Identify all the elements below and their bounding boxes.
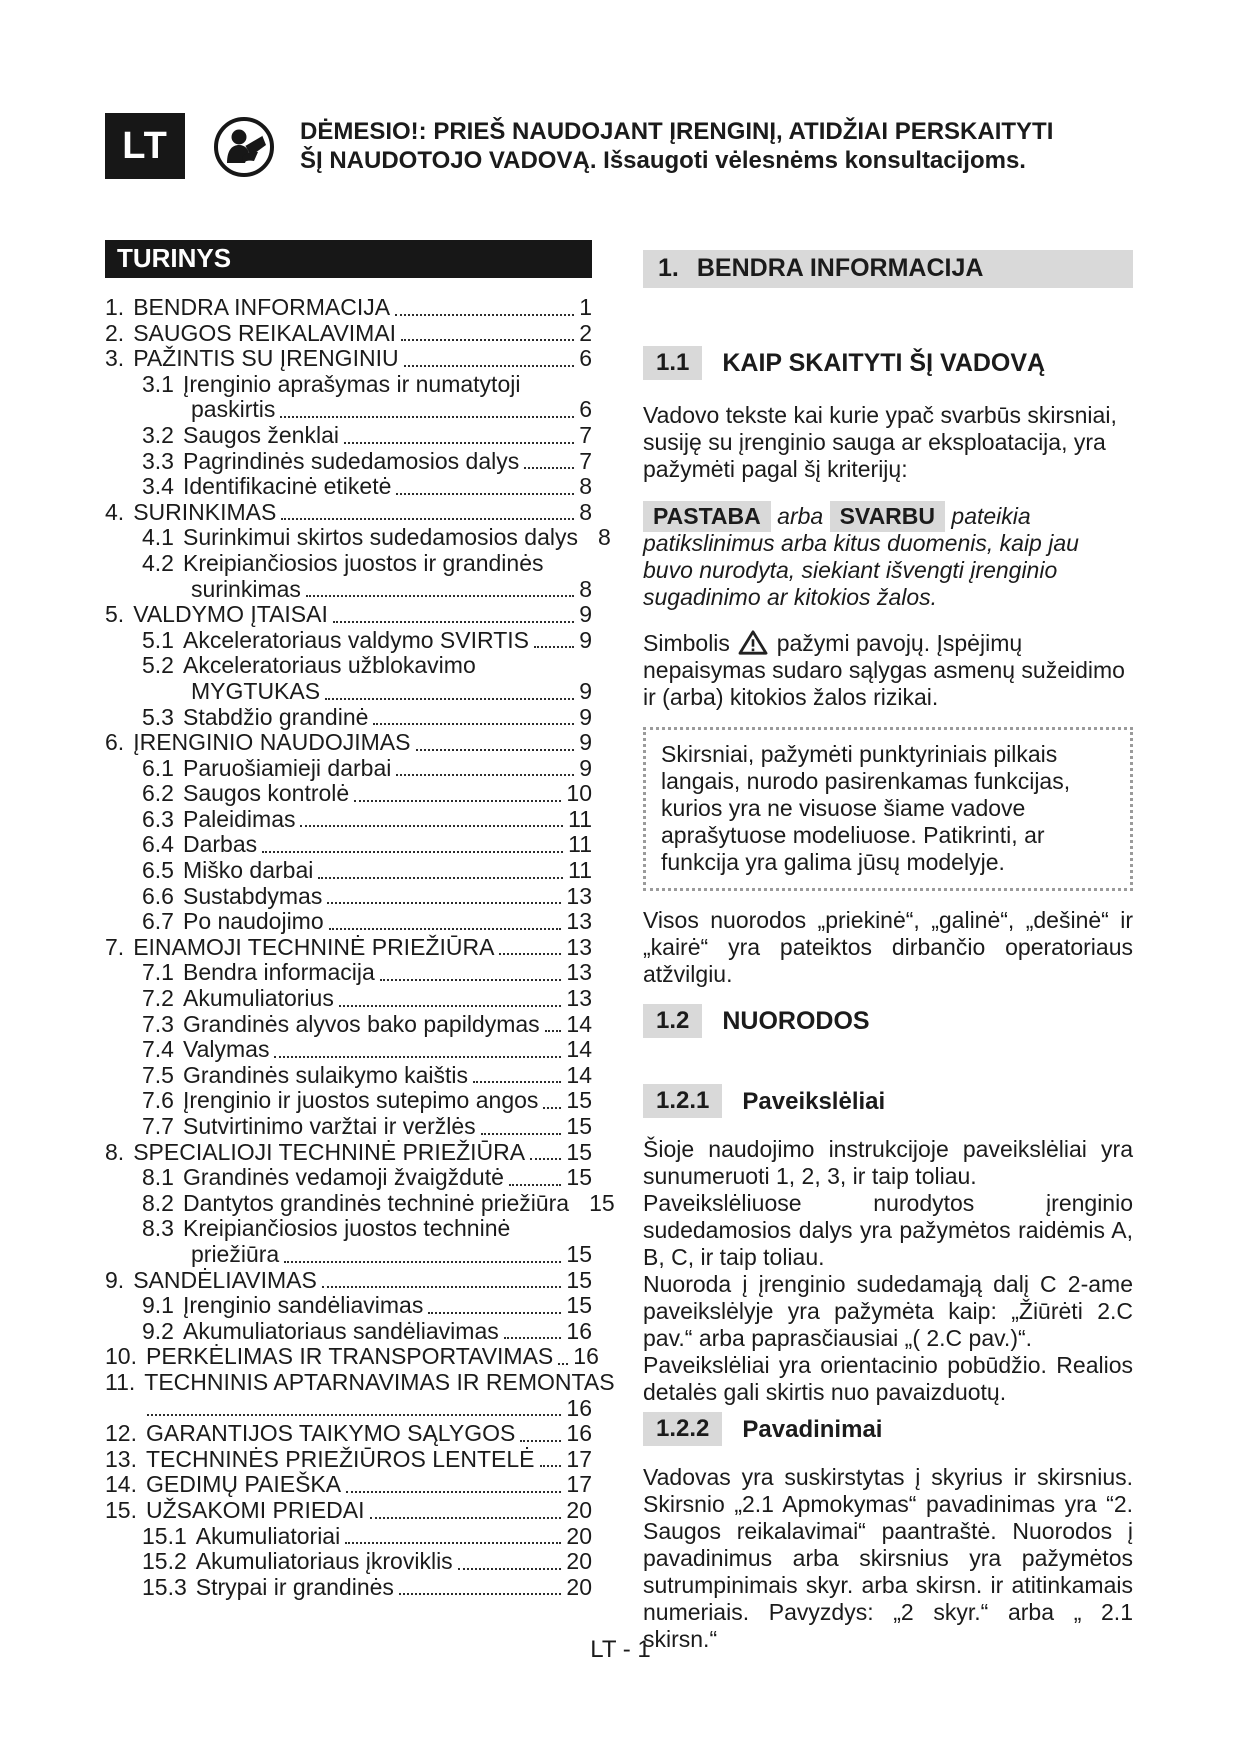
toc-entry-title: Akumuliatoriaus sandėliavimas	[182, 1317, 499, 1344]
toc-entry-title: Darbas	[182, 831, 258, 858]
toc-entry	[105, 1549, 592, 1575]
paragraph-figures-2: Paveikslėliuose nurodytos įrenginio sudedamosios dalys yra pažymėtos raidėmis A, B, C, ir taip toliau.	[643, 1190, 1133, 1270]
toc-entry	[105, 884, 592, 910]
toc-entry-page: 13	[566, 959, 592, 986]
toc-entry	[105, 756, 592, 782]
toc-entry-page: 15	[566, 1240, 592, 1267]
toc-dot-leader	[428, 1312, 561, 1314]
section-1-title: BENDRA INFORMACIJA	[696, 254, 984, 282]
section-1-2-1-title: Paveikslėliai	[742, 1087, 886, 1115]
toc-entry	[105, 346, 592, 372]
toc-entry-page: 15	[566, 1292, 592, 1319]
toc-dot-leader	[262, 851, 563, 853]
toc-entry-number: 4.	[105, 498, 125, 525]
toc-entry-page: 9	[579, 626, 592, 653]
toc-entry-number: 9.	[105, 1266, 125, 1293]
toc-entry-title: BENDRA INFORMACIJA	[133, 294, 391, 320]
toc-entry-title: Akceleratoriaus valdymo SVIRTIS	[182, 626, 529, 653]
paragraph-figures-4: Paveikslėliai yra orientacinio pobūdžio. Realios detalės gali skirtis nuo pavaizduotų.	[643, 1352, 1133, 1405]
toc-dot-leader	[147, 1414, 561, 1416]
paragraph-criteria: Vadovo tekste kai kurie ypač svarbūs skirsniai, susiję su įrenginio sauga ar eksploatacija, yra pažymėti pagal šį kriterijų:	[643, 402, 1117, 482]
toc-entry-page: 15	[566, 1138, 592, 1165]
toc-entry-page: 17	[566, 1471, 592, 1498]
toc-entry-page: 13	[566, 908, 592, 935]
toc-entry-page: 16	[566, 1317, 592, 1344]
toc-entry-number: 7.3	[142, 1010, 174, 1037]
toc-entry-number: 7.4	[142, 1036, 174, 1063]
toc-entry	[105, 449, 592, 475]
toc-dot-leader	[399, 1593, 561, 1595]
toc-entry	[105, 1140, 592, 1166]
toc-entry-page: 8	[597, 524, 611, 551]
toc-entry-number: 7.1	[142, 959, 174, 986]
toc-entry-number: 6.7	[142, 908, 174, 935]
toc-entry-number: 13.	[105, 1445, 137, 1472]
toc-dot-leader	[520, 1440, 561, 1442]
paragraph-titles: Vadovas yra suskirstytas į skyrius ir skirsnius. Skirsnio „2.1 Apmokymas“ pavadinimas yra “2. Saugos reikalavimai“ paantraštė. Nuorodos į pavadinimus arba skirsnius yra pažymėtos sutrumpinimais skyr. arba skirsn. ir atitinkamais numeriais. Pavyzdys: „2 skyr.“ arba „ 2.1 skirsn.“	[643, 1464, 1133, 1652]
toc-entry-number: 14.	[105, 1471, 137, 1498]
toc-entry-title: Grandinės vedamoji žvaigždutė	[182, 1164, 504, 1191]
toc-entry-page: 13	[566, 933, 592, 960]
section-1-number: 1.	[658, 254, 679, 282]
toc-entry-title: PERKĖLIMAS IR TRANSPORTAVIMAS	[145, 1343, 554, 1370]
read-manual-icon	[212, 115, 276, 184]
toc-entry-page: 16	[566, 1394, 592, 1421]
toc-entry-title: Įrenginio aprašymas ir numatytoji	[182, 370, 521, 397]
toc-entry-title: Saugos ženklai	[182, 421, 339, 448]
toc-dot-leader	[504, 1337, 562, 1339]
toc-dot-leader	[530, 1158, 561, 1160]
toc-entry-title: Valymas	[182, 1036, 270, 1063]
toc-dot-leader	[534, 646, 574, 648]
toc-entry-title: SPECIALIOJI TECHNINĖ PRIEŽIŪRA	[133, 1138, 526, 1165]
toc-entry	[105, 909, 592, 935]
toc-entry-number: 5.1	[142, 626, 174, 653]
toc-entry-title: TECHNINĖS PRIEŽIŪROS LENTELĖ	[145, 1445, 535, 1472]
toc-entry-page: 11	[568, 805, 592, 832]
toc-dot-leader	[543, 1107, 561, 1109]
language-badge	[105, 113, 185, 179]
toc-entry-number: 3.2	[142, 421, 174, 448]
toc-entry-page: 15	[566, 1266, 592, 1293]
toc-entry-page: 16	[573, 1343, 599, 1370]
toc-entry-title: GARANTIJOS TAIKYMO SĄLYGOS	[145, 1420, 516, 1447]
toc-entry-title: Miško darbai	[182, 857, 314, 884]
section-1-2-2-header	[643, 1412, 1133, 1446]
toc-entry	[105, 474, 592, 500]
toc-entry-number: 5.	[105, 601, 125, 628]
toc-dot-leader	[344, 442, 574, 444]
toc-entry-title: Įrenginio sandėliavimas	[182, 1292, 424, 1319]
toc-dot-leader	[327, 902, 561, 904]
toc-entry-title: Paruošiamieji darbai	[182, 754, 392, 781]
note-text: pateikia patikslinimus arba kitus duomenis, kaip jau buvo nurodyta, siekiant išvengti įrenginio sugadinimo ar kitokios žalos.	[643, 503, 1079, 610]
toc-list	[105, 294, 615, 1600]
toc-entry-page: 17	[566, 1445, 592, 1472]
toc-entry-title: Paleidimas	[182, 805, 296, 832]
toc-entry-title: GEDIMŲ PAIEŠKA	[145, 1471, 342, 1498]
toc-entry	[105, 1498, 592, 1524]
toc-dot-leader	[396, 774, 574, 776]
toc-title-bar	[105, 240, 592, 278]
toc-entry-page: 6	[579, 396, 592, 423]
section-1-2-number: 1.2	[643, 1004, 702, 1038]
toc-entry-title: Stabdžio grandinė	[182, 703, 369, 730]
toc-entry	[105, 551, 592, 577]
toc-entry-title: TECHNINIS APTARNAVIMAS IR REMONTAS	[144, 1368, 615, 1395]
toc-entry-title: Saugos kontrolė	[182, 780, 350, 807]
optional-feature-text: Skirsniai, pažymėti punktyriniais pilkais langais, nurodo pasirenkamas funkcijas, kurios yra ne visuose šiame vadove aprašytuose modeliuose. Patikrinti, ar funkcija yra galima jūsų modelyje.	[661, 741, 1071, 875]
toc-entry-number: 7.6	[142, 1087, 174, 1114]
toc-entry-title: SANDĖLIAVIMAS	[133, 1266, 317, 1293]
toc-entry-page: 9	[579, 729, 592, 756]
attention-notice-line1: DĖMESIO!: PRIEŠ NAUDOJANT ĮRENGINĮ, ATIDŽIAI PERSKAITYTI	[300, 118, 1054, 145]
toc-entry-page: 20	[566, 1573, 592, 1600]
toc-entry-number: 6.2	[142, 780, 174, 807]
toc-entry	[105, 321, 592, 347]
toc-entry-title: Identifikacinė etiketė	[182, 473, 392, 500]
toc-entry	[105, 1012, 592, 1038]
attention-notice-line2: ŠĮ NAUDOTOJO VADOVĄ. Išsaugoti vėlesnėms konsultacijoms.	[300, 147, 1026, 174]
toc-entry-title: Grandinės sulaikymo kaištis	[182, 1061, 469, 1088]
optional-feature-box	[643, 727, 1133, 891]
section-1-1-number: 1.1	[643, 346, 702, 380]
toc-entry	[105, 730, 592, 756]
toc-entry-page: 14	[566, 1061, 592, 1088]
toc-dot-leader	[325, 698, 574, 700]
toc-entry	[105, 1088, 592, 1114]
toc-dot-leader	[499, 953, 561, 955]
toc-entry	[105, 1216, 592, 1242]
paragraph-directions: Visos nuorodos „priekinė“, „galinė“, „dešinė“ ir „kairė“ yra pateiktos dirbančio operatoriaus atžvilgiu.	[643, 907, 1133, 987]
toc-entry	[105, 1343, 599, 1370]
toc-entry-number: 15.3	[142, 1573, 187, 1600]
toc-entry-number: 12.	[105, 1420, 137, 1447]
toc-entry-title: Akumuliatoriaus įkroviklis	[195, 1548, 453, 1575]
toc-entry-number: 7.7	[142, 1113, 174, 1139]
toc-entry-page: 13	[566, 985, 592, 1012]
toc-title: TURINYS	[117, 243, 232, 273]
toc-entry-title: surinkimas	[191, 575, 301, 602]
section-1-1-title: KAIP SKAITYTI ŠĮ VADOVĄ	[722, 348, 1046, 377]
toc-entry-page: 14	[566, 1010, 592, 1037]
toc-dot-leader	[329, 928, 562, 930]
toc-entry-page: 9	[579, 677, 592, 704]
toc-entry-page: 14	[566, 1036, 592, 1063]
note-conjunction: arba	[777, 503, 824, 529]
toc-entry-title: Sutvirtinimo varžtai ir veržlės	[182, 1113, 476, 1139]
toc-entry-title: Sustabdymas	[182, 882, 323, 909]
toc-entry	[105, 1114, 592, 1140]
toc-entry-number: 3.4	[142, 473, 174, 500]
toc-entry-page: 7	[579, 421, 592, 448]
toc-dot-leader	[395, 314, 574, 316]
toc-entry-page: 13	[566, 882, 592, 909]
toc-entry-number: 8.3	[142, 1215, 174, 1242]
toc-dot-leader	[524, 467, 574, 469]
toc-entry-number: 3.3	[142, 447, 174, 474]
toc-entry-page: 8	[579, 575, 592, 602]
toc-entry-page: 20	[566, 1496, 592, 1523]
toc-entry-page: 9	[579, 703, 592, 730]
section-1-2-1-header	[643, 1084, 1133, 1118]
toc-entry	[105, 1447, 592, 1473]
toc-entry	[105, 807, 592, 833]
page-header	[105, 113, 1053, 184]
paragraph-note	[643, 503, 1133, 611]
toc-dot-leader	[339, 1005, 562, 1007]
toc-entry-page: 11	[568, 831, 592, 858]
toc-entry-number: 9.2	[142, 1317, 174, 1344]
toc-entry-page: 15	[566, 1113, 592, 1139]
section-1-2-1-number: 1.2.1	[643, 1084, 722, 1118]
symbol-text-pre: Simbolis	[643, 630, 730, 656]
toc-dot-leader	[473, 1081, 561, 1083]
toc-dot-leader	[416, 749, 575, 751]
toc-entry-title: Kreipiančiosios juostos techninė	[182, 1215, 511, 1242]
toc-entry-number: 6.1	[142, 754, 174, 781]
section-1-header	[643, 250, 1133, 288]
toc-entry	[105, 524, 611, 551]
toc-entry-number: 11.	[105, 1368, 136, 1395]
toc-entry-title: Dantytos grandinės techninė priežiūra	[182, 1189, 570, 1216]
toc-entry-number: 8.2	[142, 1189, 174, 1216]
toc-entry	[105, 935, 592, 961]
toc-entry-number: 6.4	[142, 831, 174, 858]
toc-entry-page: 11	[568, 857, 592, 884]
toc-entry-title: PAŽINTIS SU ĮRENGINIU	[133, 345, 399, 372]
section-1-2-2-title: Pavadinimai	[742, 1415, 883, 1443]
toc-dot-leader	[458, 1568, 562, 1570]
toc-entry	[105, 1575, 592, 1601]
toc-entry	[105, 1472, 592, 1498]
content-column	[643, 250, 1133, 1653]
toc-entry	[105, 679, 592, 705]
toc-dot-leader	[481, 1133, 562, 1135]
toc-entry-number: 6.	[105, 729, 125, 756]
toc-entry-page: 7	[579, 447, 592, 474]
toc-dot-leader	[322, 1286, 562, 1288]
toc-dot-leader	[380, 979, 562, 981]
toc-entry-number: 5.2	[142, 652, 174, 679]
toc-entry-page: 15	[566, 1164, 592, 1191]
toc-entry-number: 3.	[105, 345, 125, 372]
toc-entry	[105, 653, 592, 679]
toc-entry-number: 2.	[105, 319, 125, 346]
toc-entry-number: 1.	[105, 294, 125, 320]
warning-triangle-icon	[738, 629, 768, 656]
toc-entry-page: 10	[566, 780, 592, 807]
toc-entry-number: 7.	[105, 933, 125, 960]
section-1-2-title: NUORODOS	[722, 1006, 870, 1035]
toc-entry	[105, 1242, 592, 1268]
toc-dot-leader	[509, 1184, 562, 1186]
toc-entry	[105, 397, 592, 423]
note-badge: PASTABA	[643, 501, 771, 532]
toc-entry-title: SURINKIMAS	[133, 498, 277, 525]
paragraph-figures-3: Nuoroda į įrenginio sudedamąją dalį C 2-ame paveikslėlyje yra pažymėta kaip: „Žiūrėti 2.C pav.“ arba paprasčiausiai „( 2.C pav.)“.	[643, 1271, 1133, 1351]
toc-entry-number: 15.1	[142, 1522, 187, 1549]
toc-entry-title: UŽSAKOMI PRIEDAI	[145, 1496, 365, 1523]
toc-entry-number: 15.	[105, 1496, 137, 1523]
toc-entry	[105, 1293, 592, 1319]
toc-entry-number: 4.2	[142, 549, 174, 576]
toc-entry-title: EINAMOJI TECHNINĖ PRIEŽIŪRA	[133, 933, 495, 960]
toc-entry	[105, 577, 592, 603]
important-badge: SVARBU	[830, 501, 945, 532]
toc-dot-leader	[333, 621, 574, 623]
toc-entry-number: 7.2	[142, 985, 174, 1012]
toc-dot-leader	[306, 595, 574, 597]
toc-entry-number: 8.	[105, 1138, 125, 1165]
toc-entry	[105, 832, 592, 858]
toc-entry	[105, 986, 592, 1012]
toc-dot-leader	[274, 1056, 561, 1058]
toc-entry-title: Strypai ir grandinės	[195, 1573, 394, 1600]
toc-entry-page: 6	[579, 345, 592, 372]
toc-entry-number: 6.6	[142, 882, 174, 909]
toc-entry	[105, 372, 592, 398]
toc-dot-leader	[373, 723, 574, 725]
toc-entry-title: Grandinės alyvos bako papildymas	[182, 1010, 540, 1037]
toc-dot-leader	[300, 825, 563, 827]
attention-notice	[300, 117, 1053, 175]
paragraph-symbol	[643, 629, 1133, 711]
toc-dot-leader	[318, 877, 563, 879]
toc-entry	[105, 1524, 592, 1550]
toc-entry-page: 8	[579, 498, 592, 525]
toc-entry-number: 4.1	[142, 524, 174, 551]
toc-entry	[105, 1037, 592, 1063]
toc-entry-title: VALDYMO ĮTAISAI	[133, 601, 328, 628]
symbol-text-post: pažymi pavojų. Įspėjimų nepaisymas sudaro sąlygas asmenų sužeidimo ir (arba) kitokios žalos rizikai.	[643, 630, 1125, 710]
toc-entry	[105, 1165, 592, 1191]
section-1-2-header	[643, 1004, 1133, 1038]
toc-dot-leader	[558, 1363, 568, 1365]
toc-entry	[105, 500, 592, 526]
toc-entry-title: SAUGOS REIKALAVIMAI	[133, 319, 397, 346]
toc-entry	[105, 1063, 592, 1089]
toc-dot-leader	[345, 1542, 561, 1544]
toc-entry-page: 15	[566, 1087, 592, 1114]
toc-entry-page: 20	[566, 1522, 592, 1549]
toc-entry-title: Akumuliatoriai	[195, 1522, 341, 1549]
toc-entry-title: ĮRENGINIO NAUDOJIMAS	[133, 729, 411, 756]
toc-entry-number: 10.	[105, 1343, 137, 1370]
toc-dot-leader	[370, 1517, 562, 1519]
toc-entry	[105, 705, 592, 731]
toc-entry	[105, 858, 592, 884]
toc-entry	[105, 1268, 592, 1294]
section-1-1-header	[643, 346, 1133, 380]
paragraph-figures-1: Šioje naudojimo instrukcijoje paveikslėliai yra sunumeruoti 1, 2, 3, ir taip toliau.	[643, 1136, 1133, 1189]
toc-entry-number: 5.3	[142, 703, 174, 730]
toc-dot-leader	[280, 416, 574, 418]
toc-entry-number: 3.1	[142, 370, 174, 397]
toc-entry	[105, 960, 592, 986]
toc-entry-number: 6.3	[142, 805, 174, 832]
toc-entry-page: 1	[579, 294, 592, 320]
toc-entry-number: 8.1	[142, 1164, 174, 1191]
toc-entry	[105, 628, 592, 654]
page-number: LT - 1	[590, 1636, 651, 1663]
toc-entry	[105, 781, 592, 807]
toc-entry-page: 20	[566, 1548, 592, 1575]
toc-entry-page: 2	[579, 319, 592, 346]
toc-entry	[105, 1368, 615, 1396]
toc-entry	[105, 295, 592, 321]
toc-entry-page: 16	[566, 1420, 592, 1447]
toc-entry-title: Kreipiančiosios juostos ir grandinės	[182, 549, 544, 576]
toc-entry-page: 9	[579, 754, 592, 781]
toc-dot-leader	[404, 365, 575, 367]
toc-entry-page: 9	[579, 601, 592, 628]
toc-entry-title: Po naudojimo	[182, 908, 324, 935]
toc-dot-leader	[346, 1491, 561, 1493]
toc-dot-leader	[281, 518, 574, 520]
toc-entry-title: Akceleratoriaus užblokavimo	[182, 652, 476, 679]
toc-dot-leader	[396, 493, 574, 495]
toc-dot-leader	[540, 1465, 562, 1467]
toc-entry	[105, 1189, 615, 1217]
table-of-contents	[105, 240, 615, 1600]
language-badge-label: LT	[122, 124, 168, 167]
toc-entry-title: Pagrindinės sudedamosios dalys	[182, 447, 520, 474]
toc-entry-page: 15	[589, 1189, 615, 1216]
toc-entry-page: 8	[579, 473, 592, 500]
toc-dot-leader	[284, 1261, 561, 1263]
toc-dot-leader	[354, 800, 561, 802]
toc-entry-number: 6.5	[142, 857, 174, 884]
toc-entry-title: Surinkimui skirtos sudedamosios dalys	[182, 524, 578, 551]
toc-entry-number: 7.5	[142, 1061, 174, 1088]
toc-entry-title: priežiūra	[191, 1240, 280, 1267]
toc-entry-title: paskirtis	[191, 396, 276, 423]
toc-entry	[105, 1319, 592, 1345]
toc-entry-title: Įrenginio ir juostos sutepimo angos	[182, 1087, 539, 1114]
toc-entry	[105, 423, 592, 449]
toc-entry-number: 9.1	[142, 1292, 174, 1319]
section-1-2-2-number: 1.2.2	[643, 1412, 722, 1446]
toc-entry	[105, 1396, 592, 1422]
toc-entry-title: Akumuliatorius	[182, 985, 334, 1012]
toc-entry-title: Bendra informacija	[182, 959, 375, 986]
toc-entry	[105, 602, 592, 628]
toc-dot-leader	[401, 339, 574, 341]
toc-entry-number: 15.2	[142, 1548, 187, 1575]
toc-dot-leader	[545, 1030, 562, 1032]
toc-entry	[105, 1421, 592, 1447]
toc-entry-title: MYGTUKAS	[191, 677, 321, 704]
